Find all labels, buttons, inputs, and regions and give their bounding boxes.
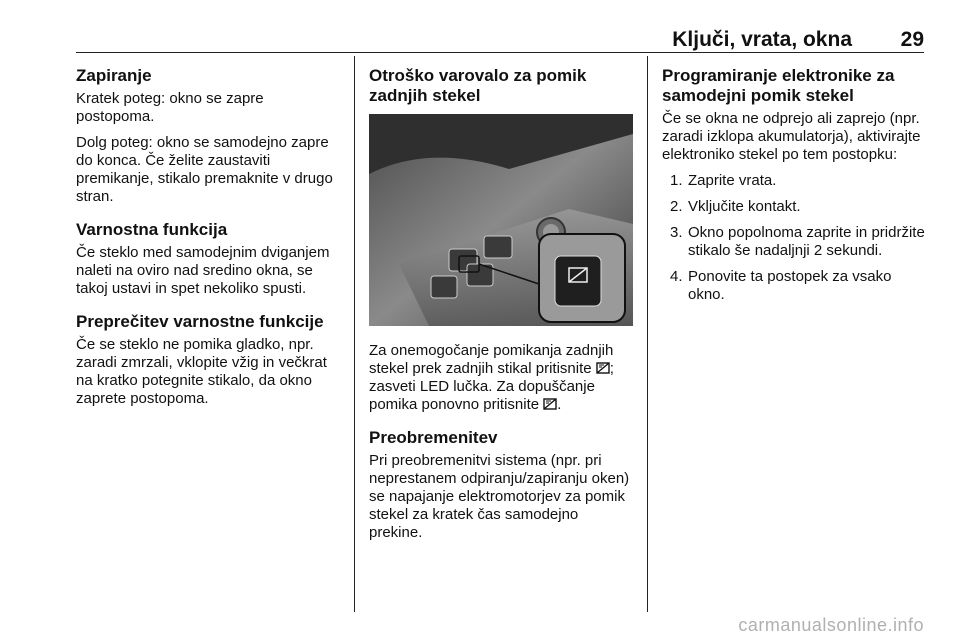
paragraph-short-pull: Kratek poteg: okno se zapre postopoma.	[76, 90, 264, 125]
heading-zapiranje: Zapiranje	[76, 66, 152, 85]
paragraph-child-lock	[369, 342, 633, 414]
step-number: 3.	[670, 224, 683, 241]
child-lock-text-a: Za onemogočanje pomikanja zadnjih stekel prek zadnjih stikal pritisnite	[369, 342, 614, 377]
column-left	[76, 66, 342, 416]
page-number: 29	[900, 28, 924, 51]
step-text: Zaprite vrata.	[688, 172, 777, 189]
heading-preobremenitev: Preobremenitev	[369, 428, 498, 447]
child-lock-text-b: ; zasveti LED lučka. Za dopuščanje pomika ponovno pritisnite	[369, 360, 614, 413]
step-number: 1.	[670, 172, 683, 189]
step-text: Ponovite ta postopek za vsako okno.	[688, 268, 892, 303]
paragraph-long-pull: Dolg poteg: okno se samodejno zapre do konca. Če želite zaustaviti premikanje, stikalo premaknite v drugo stran.	[76, 134, 333, 205]
heading-preprecitev: Preprečitev varnostne funkcije	[76, 312, 324, 331]
column-middle	[369, 66, 633, 550]
header-title: Ključi, vrata, okna	[672, 28, 852, 51]
list-item	[662, 224, 926, 260]
watermark: carmanualsonline.info	[738, 615, 924, 635]
list-item	[662, 172, 926, 190]
header-rule	[76, 52, 924, 53]
paragraph-safety: Če steklo med samodejnim dviganjem naleti na oviro nad sredino okna, se takoj ustavi in spet nekoliko spusti.	[76, 244, 330, 297]
paragraph-override: Če se steklo ne pomika gladko, npr. zaradi zmrzali, vklopite vžig in večkrat na kratko potegnite stikalo, da okno zaprete postopoma.	[76, 336, 327, 407]
paragraph-overload: Pri preobremenitvi sistema (npr. pri neprestanem odpiranju/zapiranju oken) se napajanje elektromotorjev za pomik stekel za kratek čas samodejno prekine.	[369, 452, 630, 541]
child-lock-text-c: .	[557, 396, 562, 413]
step-text: Vključite kontakt.	[688, 198, 801, 215]
column-divider-left	[354, 56, 355, 612]
door-switch-photo	[369, 114, 633, 326]
steps-list	[662, 172, 926, 304]
list-item	[662, 198, 926, 216]
step-number: 2.	[670, 198, 683, 215]
list-item	[662, 268, 926, 304]
column-right	[662, 66, 926, 312]
heading-otrosko-varovalo: Otroško varovalo za pomik zadnjih stekel	[369, 66, 587, 105]
paragraph-programming-intro: Če se okna ne odprejo ali zaprejo (npr. zaradi izklopa akumulatorja), aktivirajte elektroniko stekel po tem postopku:	[662, 110, 921, 163]
step-number: 4.	[670, 268, 683, 285]
heading-varnostna-funkcija: Varnostna funkcija	[76, 220, 228, 239]
window-lock-icon	[596, 361, 610, 375]
column-divider-right	[647, 56, 648, 612]
step-text: Okno popolnoma zaprite in pridržite stikalo še nadaljnji 2 sekundi.	[688, 224, 925, 259]
window-lock-icon	[543, 397, 557, 411]
heading-programiranje: Programiranje elektronike za samodejni pomik stekel	[662, 66, 895, 105]
